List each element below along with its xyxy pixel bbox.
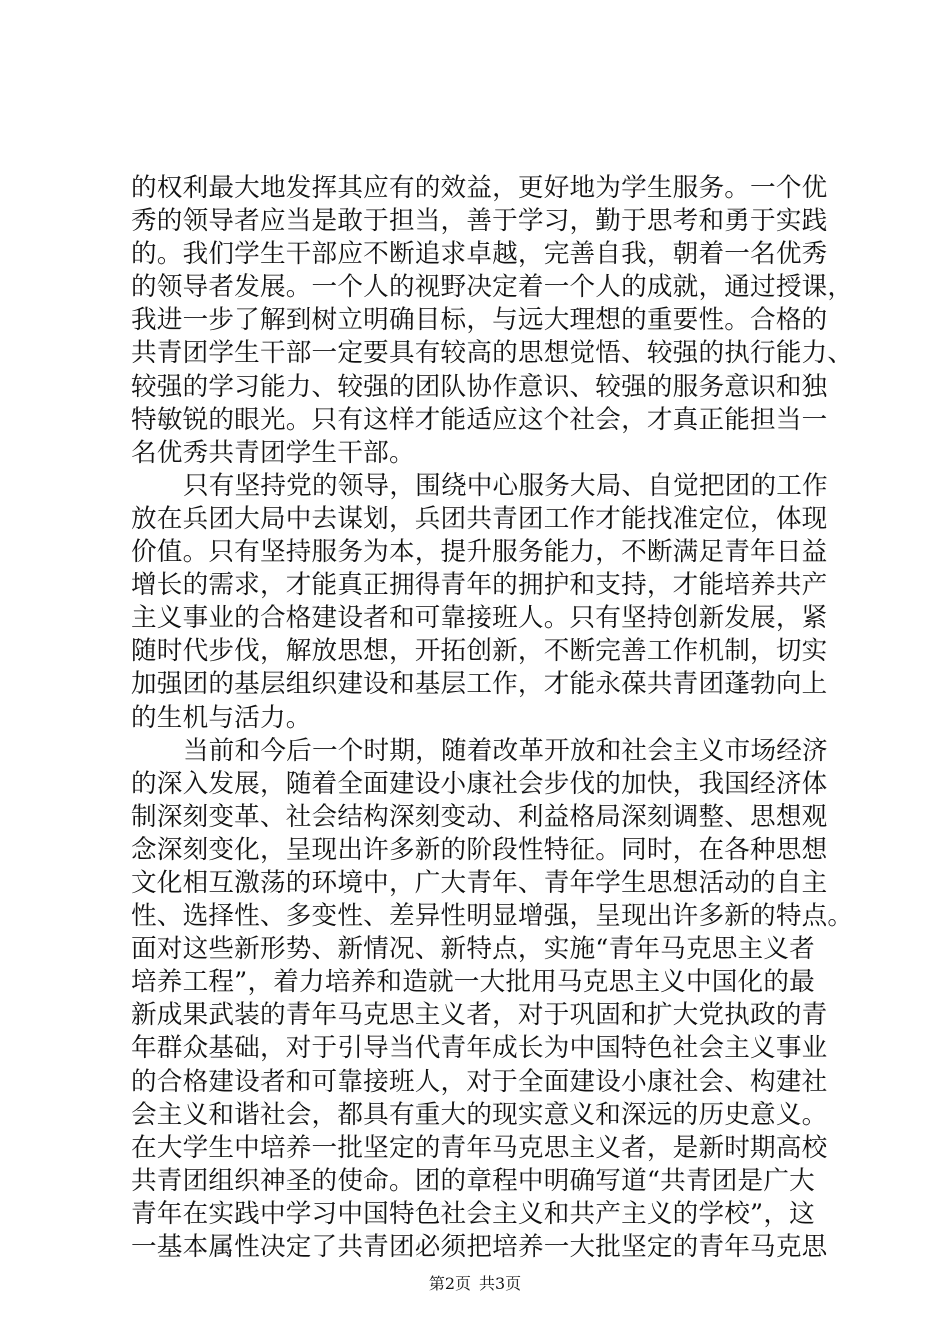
text-line: 的合格建设者和可靠接班人，对于全面建设小康社会、构建社 bbox=[131, 1066, 828, 1097]
text-line: 只有坚持党的领导，围绕中心服务大局、自觉把团的工作 bbox=[183, 470, 828, 501]
text-line: 特敏锐的眼光。只有这样才能适应这个社会，才真正能担当一 bbox=[131, 404, 828, 435]
text-line: 名优秀共青团学生干部。 bbox=[131, 437, 415, 468]
paragraph bbox=[131, 735, 854, 1265]
text-line: 增长的需求，才能真正拥得青年的拥护和支持，才能培养共产 bbox=[131, 570, 828, 601]
text-line: 的。我们学生干部应不断追求卓越，完善自我，朝着一名优秀 bbox=[131, 239, 828, 270]
text-line: 价值。只有坚持服务为本，提升服务能力，不断满足青年日益 bbox=[131, 537, 828, 568]
text-line: 培养工程”，着力培养和造就一大批用马克思主义中国化的最 bbox=[131, 967, 815, 998]
document-body bbox=[131, 172, 854, 1264]
text-line: 面对这些新形势、新情况、新特点，实施“青年马克思主义者 bbox=[131, 934, 815, 965]
page-total: 共3页 bbox=[479, 1274, 522, 1293]
text-line: 我进一步了解到树立明确目标，与远大理想的重要性。合格的 bbox=[131, 305, 828, 336]
text-line: 年群众基础，对于引导当代青年成长为中国特色社会主义事业 bbox=[131, 1033, 828, 1064]
text-line: 文化相互激荡的环境中，广大青年、青年学生思想活动的自主 bbox=[131, 867, 828, 898]
text-line: 秀的领导者应当是敢于担当，善于学习，勤于思考和勇于实践 bbox=[131, 206, 828, 237]
page-number: 第2页 bbox=[428, 1274, 471, 1293]
text-line: 放在兵团大局中去谋划，兵团共青团工作才能找准定位，体现 bbox=[131, 503, 828, 534]
page-footer bbox=[0, 1274, 950, 1294]
text-line: 当前和今后一个时期，随着改革开放和社会主义市场经济 bbox=[183, 735, 828, 766]
text-line: 性、选择性、多变性、差异性明显增强，呈现出许多新的特点。 bbox=[131, 901, 854, 932]
text-line: 共青团组织神圣的使命。团的章程中明确写道“共青团是广大 bbox=[131, 1165, 815, 1196]
text-line: 青年在实践中学习中国特色社会主义和共产主义的学校”，这 bbox=[131, 1198, 815, 1229]
text-line: 念深刻变化，呈现出许多新的阶段性特征。同时，在各种思想 bbox=[131, 834, 828, 865]
text-line: 一基本属性决定了共青团必须把培养一大批坚定的青年马克思 bbox=[131, 1232, 828, 1262]
paragraph bbox=[131, 470, 831, 735]
text-line: 的生机与活力。 bbox=[131, 702, 312, 733]
text-line: 制深刻变革、社会结构深刻变动、利益格局深刻调整、思想观 bbox=[131, 801, 828, 832]
text-line: 的深入发展，随着全面建设小康社会步伐的加快，我国经济体 bbox=[131, 768, 828, 799]
text-line: 随时代步伐，解放思想，开拓创新，不断完善工作机制，切实 bbox=[131, 636, 828, 667]
text-line: 的权利最大地发挥其应有的效益，更好地为学生服务。一个优 bbox=[131, 173, 828, 203]
text-line: 主义事业的合格建设者和可靠接班人。只有坚持创新发展，紧 bbox=[131, 603, 828, 634]
text-line: 共青团学生干部一定要具有较高的思想觉悟、较强的执行能力、 bbox=[131, 338, 854, 369]
text-line: 加强团的基层组织建设和基层工作，才能永葆共青团蓬勃向上 bbox=[131, 669, 828, 700]
text-line: 在大学生中培养一批坚定的青年马克思主义者，是新时期高校 bbox=[131, 1132, 828, 1163]
text-line: 的领导者发展。一个人的视野决定着一个人的成就，通过授课， bbox=[131, 272, 854, 303]
paragraph bbox=[131, 172, 854, 470]
text-line: 较强的学习能力、较强的团队协作意识、较强的服务意识和独 bbox=[131, 371, 828, 402]
text-line: 会主义和谐社会，都具有重大的现实意义和深远的历史意义。 bbox=[131, 1099, 828, 1130]
text-line: 新成果武装的青年马克思主义者，对于巩固和扩大党执政的青 bbox=[131, 1000, 828, 1031]
